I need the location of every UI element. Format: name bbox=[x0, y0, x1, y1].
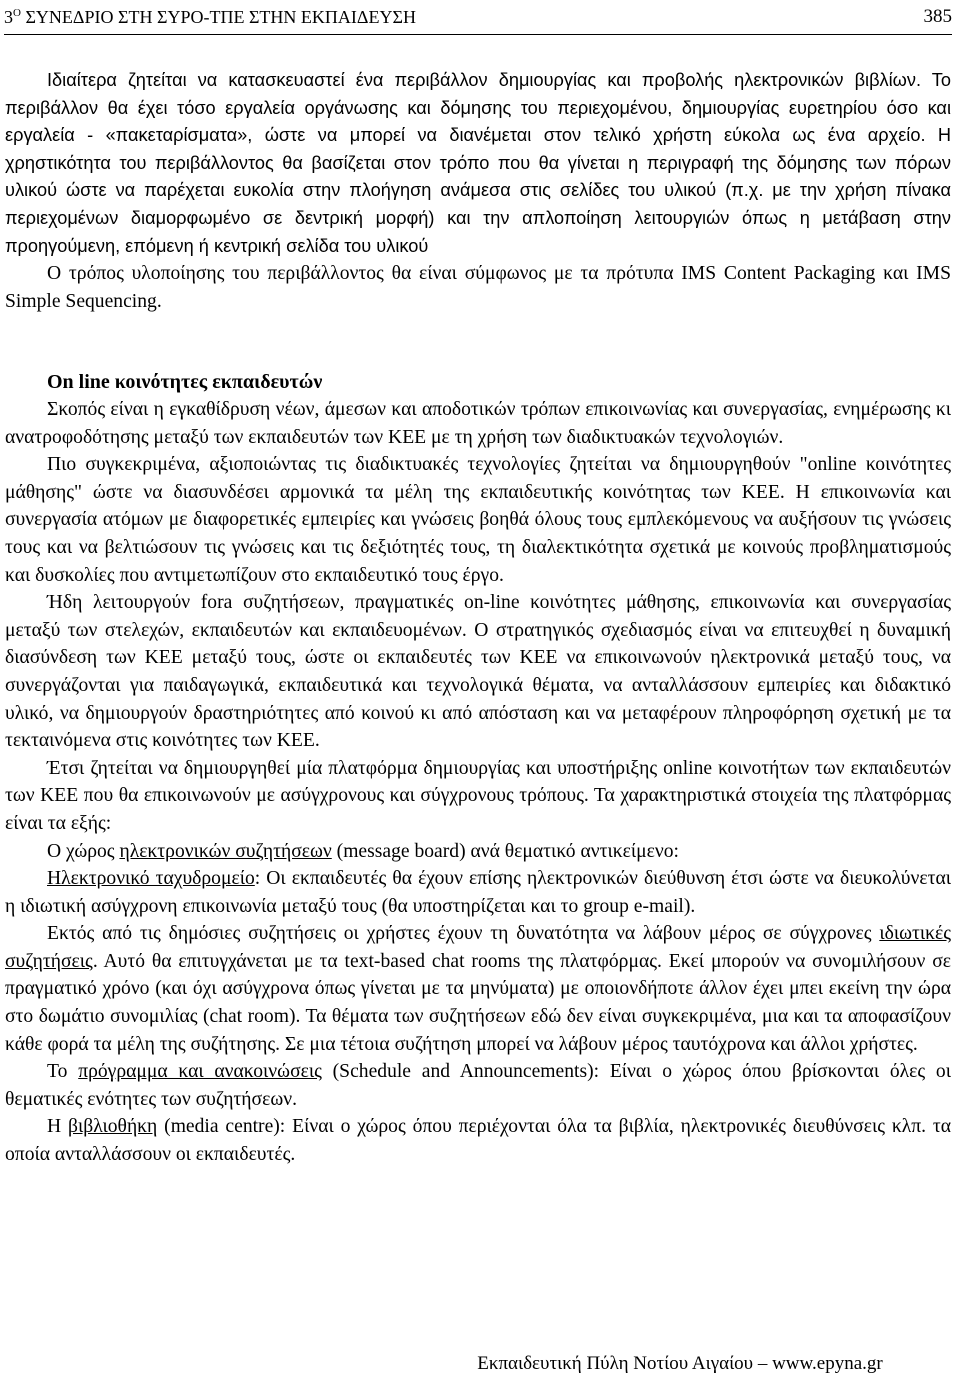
page-number: 385 bbox=[923, 6, 952, 27]
p7-underlined: ιδιωτικές συζητήσεις bbox=[5, 923, 951, 972]
intro-paragraph-2: Ο τρόπος υλοποίησης του περιβάλλοντος θα είναι σύμφωνος με τα πρότυπα IMS Content Packaging και IMS Simple Sequencing. bbox=[5, 263, 951, 312]
p9-post: (media centre): Είναι ο χώρος όπου περιέχονται όλα τα βιβλία, ηλεκτρονικές διευθύνσεις κλπ. τα οποία ανταλλάσσουν οι εκπαιδευτές. bbox=[5, 1116, 951, 1166]
section-paragraph-9 bbox=[5, 1113, 951, 1168]
section-paragraph-3: Ήδη λειτουργούν fora συζητήσεων, πραγματικές on-line κοινότητες μάθησης, επικοινωνία και συνεργασίας μεταξύ των στελεχών, εκπαιδευτών και εκπαιδευομένων. Ο στρατηγικός σχεδιασμός είναι να επιτευχθεί η δυναμική διασύνδεση των ΚΕΕ μεταξύ τους, ώστε οι εκπαιδευτές των ΚΕΕ να επικοινωνούν ηλεκτρονικά μεταξύ τους, να συνεργάζονται για παιδαγωγικά, εκπαιδευτικά και τεχνολογικά θέματα, να ανταλλάσσουν εμπειρίες και διδακτικό υλικό, να δημιουργούν δραστηριότητες από κοινού κι από απόσταση και να μεταφέρουν πληροφόρηση σχετική με τα τεκταινόμενα στις κοινότητες των ΚΕΕ. bbox=[5, 592, 951, 752]
conference-superscript: Ο bbox=[13, 7, 21, 19]
conference-title bbox=[4, 4, 416, 30]
section-paragraph-6 bbox=[5, 865, 951, 920]
p7-pre: Εκτός από τις δημόσιες συζητήσεις οι χρήστες έχουν τη δυνατότητα να λάβουν μέρος σε σύγχρονες bbox=[47, 923, 880, 945]
intro-section bbox=[5, 67, 951, 315]
p9-pre: Η bbox=[47, 1116, 69, 1138]
p9-underlined: βιβλιοθήκη bbox=[68, 1116, 158, 1138]
section-paragraph-5 bbox=[5, 838, 951, 866]
p8-post: (Schedule and Announcements): Είναι ο χώρος όπου βρίσκονται όλες οι θεματικές ενότητες των συζητήσεων. bbox=[5, 1061, 951, 1110]
intro-paragraph-1: Ιδιαίτερα ζητείται να κατασκευαστεί ένα περιβάλλον δημιουργίας και προβολής ηλεκτρονικών βιβλίων. Το περιβάλλον θα έχει τόσο εργαλεία οργάνωσης και δόμησης του περιεχομένου, δημιουργίας ευρετηρίου όσο και εργαλεία - «πακεταρίσματα», ώστε να μπορεί να διανέμεται στον τελικό χρήστη εύκολα ως ένα αρχείο. Η χρηστικότητα του περιβάλλοντος θα βασίζεται στον τρόπο που θα γίνεται η περιγραφή της δόμησης των πόρων υλικού ώστε να παρέχεται ευκολία στην πλοήγηση ανάμεσα στις σελίδες του υλικού (π.χ. με την χρήση πίνακα περιεχομένων διαμορφωμένο σε δεντρική μορφή) και την απλοποίηση λειτουργιών όπως η μετάβαση στην προηγούμενη, επόμενη ή κεντρική σελίδα του υλικού bbox=[5, 70, 951, 256]
section-paragraph-4: Έτσι ζητείται να δημιουργηθεί μία πλατφόρμα δημιουργίας και υποστήριξης online κοινοτήτων των εκπαιδευτών των ΚΕΕ που θα επικοινωνούν με ασύγχρονους και σύγχρονους τρόπους. Τα χαρακτηριστικά στοιχεία της πλατφόρμας είναι τα εξής: bbox=[5, 757, 951, 834]
section-heading: On line κοινότητες εκπαιδευτών bbox=[47, 371, 323, 393]
conference-title-text: ΣΥΝΕΔΡΙΟ ΣΤΗ ΣΥΡΟ-ΤΠΕ ΣΤΗΝ ΕΚΠΑΙΔΕΥΣΗ bbox=[20, 7, 416, 27]
p7-post: . Αυτό θα επιτυγχάνεται με τα text-based chat rooms της πλατφόρμας. Εκεί μπορούν να συνομιλήσουν σε πραγματικό χρόνο (και όχι ασύγχρονα όπως γίνεται με τα μηνύματα) με οποιονδήποτε άλλον έχει μπει εκείνη την ώρα στο δωμάτιο συνομιλίας (chat room). Τα θέματα των συζητήσεων εδώ δεν είναι συγκεκριμένα, μια και τα αποφασίζουν κάθε φορά τα μέλη της συζήτησης. Σε μια τέτοια συζήτηση μπορεί να λάβουν μέρος ταυτόχρονα και άλλοι χρήστες. bbox=[5, 950, 951, 1055]
running-header bbox=[4, 4, 952, 30]
p5-pre: Ο χώρος bbox=[47, 840, 120, 862]
section-paragraph-7 bbox=[5, 920, 951, 1058]
p8-pre: Το bbox=[47, 1061, 79, 1083]
page-footer bbox=[0, 1352, 960, 1376]
section-paragraph-8 bbox=[5, 1058, 951, 1113]
p5-underlined: ηλεκτρονικών συζητήσεων bbox=[119, 840, 332, 862]
communities-section bbox=[5, 368, 951, 1169]
header-rule bbox=[4, 34, 952, 35]
section-paragraph-2: Πιο συγκεκριμένα, αξιοποιώντας τις διαδικτυακές τεχνολογίες ζητείται να δημιουργηθούν "online κοινότητες μάθησης" ώστε να διασυνδέσει αρμονικά τα μέλη της εκπαιδευτικής κοινότητας των ΚΕΕ. Η επικοινωνία και συνεργασία ατόμων με διαφορετικές εμπειρίες και γνώσεις βοηθά όλους τους εμπλεκόμενους να αυξήσουν τις γνώσεις τους και να βελτιώσουν τις γνώσεις και τις δεξιότητές τους, τη διαλεκτικότητα σχετικά με κοινούς προβληματισμούς και δυσκολίες που αντιμετωπίζουν στο εκπαιδευτικό τους έργο. bbox=[5, 454, 951, 586]
section-paragraph-1: Σκοπός είναι η εγκαθίδρυση νέων, άμεσων και αποδοτικών τρόπων επικοινωνίας και συνεργασίας, ενημέρωσης κι ανατροφοδότησης μεταξύ των εκπαιδευτών των ΚΕΕ με τη χρήση των διαδικτυακών τεχνολογιών. bbox=[5, 399, 951, 448]
p5-post: (message board) ανά θεματικό αντικείμενο: bbox=[331, 840, 679, 862]
p8-underlined: πρόγραμμα και ανακοινώσεις bbox=[78, 1061, 322, 1083]
p6-post: : Οι εκπαιδευτές θα έχουν επίσης ηλεκτρονικών διεύθυνση έτσι ώστε να διευκολύνεται η ιδιωτική ασύγχρονη επικοινωνία μεταξύ τους (θα υποστηρίζεται και το group e-mail). bbox=[5, 868, 951, 917]
p6-underlined: Ηλεκτρονικό ταχυδρομείο bbox=[47, 868, 255, 890]
footer-text: Εκπαιδευτική Πύλη Νοτίου Αιγαίου – www.epyna.gr bbox=[477, 1353, 883, 1374]
conference-number: 3 bbox=[4, 7, 13, 27]
